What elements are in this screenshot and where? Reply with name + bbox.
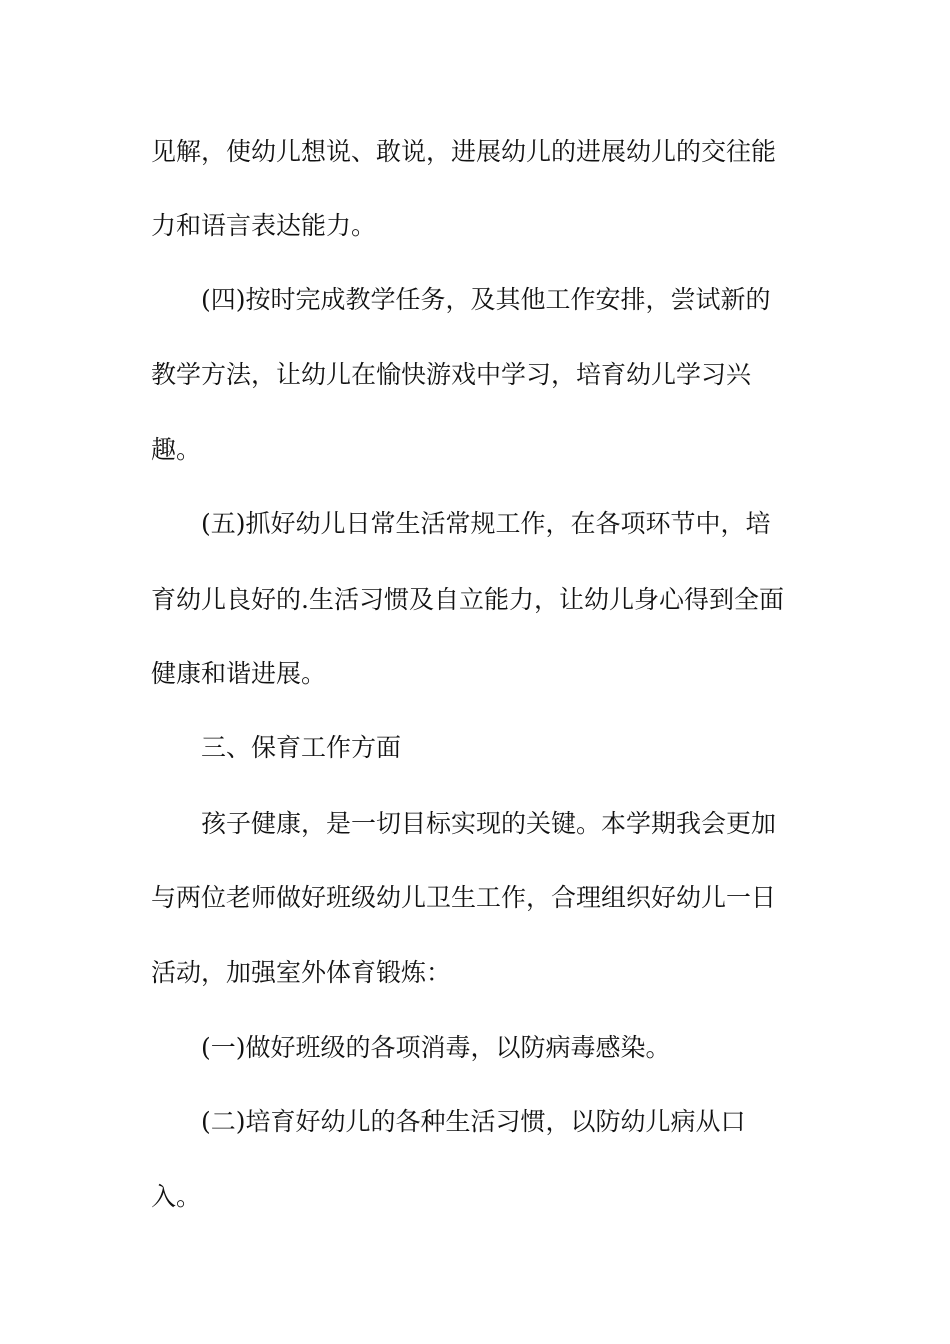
paragraph-start-line: (二)培育好幼儿的各种生活习惯，以防幼儿病从口 [201, 1107, 746, 1136]
paragraph-start-line: (五)抓好幼儿日常生活常规工作，在各项环节中，培 [201, 509, 771, 538]
text-line: 入。 [151, 1182, 202, 1211]
text-line: 与两位老师做好班级幼儿卫生工作，合理组织好幼儿一日 [151, 883, 777, 912]
paragraph-start-line: (一)做好班级的各项消毒，以防病毒感染。 [201, 1033, 671, 1062]
text-line: 活动，加强室外体育锻炼： [151, 958, 452, 987]
text-line: 趣。 [151, 435, 202, 464]
text-line: 教学方法，让幼儿在愉快游戏中学习，培育幼儿学习兴 [151, 360, 752, 389]
text-line: 育幼儿良好的.生活习惯及自立能力，让幼儿身心得到全面 [151, 585, 784, 614]
text-line: 健康和谐进展。 [151, 659, 327, 688]
paragraph-start-line: 孩子健康，是一切目标实现的关键。本学期我会更加 [201, 809, 777, 838]
text-line: 见解，使幼儿想说、敢说，进展幼儿的进展幼儿的交往能 [151, 137, 777, 166]
text-line: 力和语言表达能力。 [151, 211, 377, 240]
paragraph-start-line: (四)按时完成教学任务，及其他工作安排，尝试新的 [201, 285, 771, 314]
section-heading: 三、保育工作方面 [201, 733, 402, 762]
